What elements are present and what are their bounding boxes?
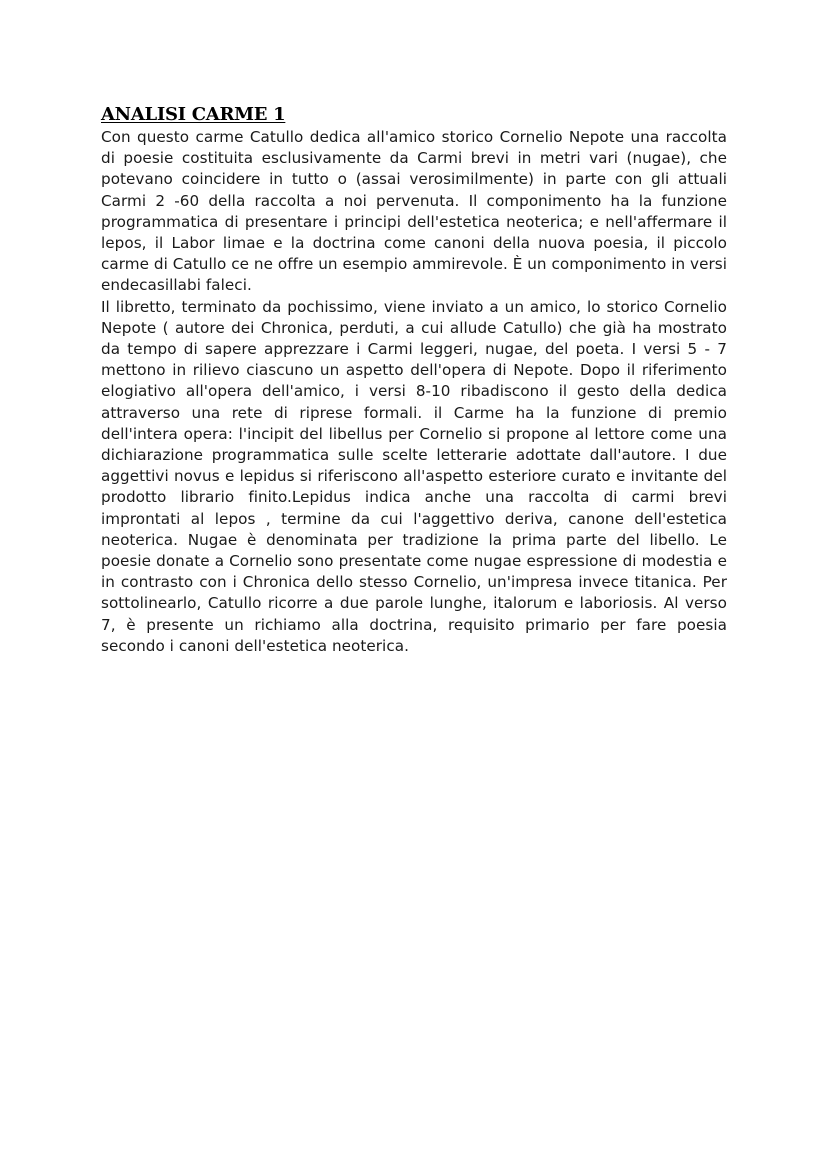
document-title: ANALISI CARME 1	[101, 104, 286, 125]
document-content	[101, 103, 727, 657]
paragraph-intro: Con questo carme Catullo dedica all'amico storico Cornelio Nepote una raccolta di poesie costituita esclusivamente da Carmi brevi in metri vari (nugae), che potevano coincidere in tutto o (assai verosimilmente) in parte con gli attuali Carmi 2 -60 della raccolta a noi pervenuta. Il componimento ha la funzione programmatica di presentare i principi dell'estetica neoterica; e nell'affermare il lepos, il Labor limae e la doctrina come canoni della nuova poesia, il piccolo carme di Catullo ce ne offre un esempio ammirevole. È un componimento in versi endecasillabi faleci.	[101, 128, 727, 295]
paragraph-analysis: Il libretto, terminato da pochissimo, viene inviato a un amico, lo storico Cornelio Nepote ( autore dei Chronica, perduti, a cui allude Catullo) che già ha mostrato da tempo di sapere apprezzare i Carmi leggeri, nugae, del poeta. I versi 5 - 7 mettono in rilievo ciascuno un aspetto dell'opera di Nepote. Dopo il riferimento elogiativo all'opera dell'amico, i versi 8-10 ribadiscono il gesto della dedica attraverso una rete di riprese formali. il Carme ha la funzione di premio dell'intera opera: l'incipit del libellus per Cornelio si propone al lettore come una dichiarazione programmatica sulle scelte letterarie adottate dall'autore. I due aggettivi novus e lepidus si riferiscono all'aspetto esteriore curato e invitante del prodotto librario finito.Lepidus indica anche una raccolta di carmi brevi improntati al lepos , termine da cui l'aggettivo deriva, canone dell'estetica neoterica. Nugae è denominata per tradizione la prima parte del libello. Le poesie donate a Cornelio sono presentate come nugae espressione di modestia e in contrasto con i Chronica dello stesso Cornelio, un'impresa invece titanica. Per sottolinearlo, Catullo ricorre a due parole lunghe, italorum e laboriosis. Al verso 7, è presente un richiamo alla doctrina, requisito primario per fare poesia secondo i canoni dell'estetica neoterica.	[101, 297, 727, 655]
